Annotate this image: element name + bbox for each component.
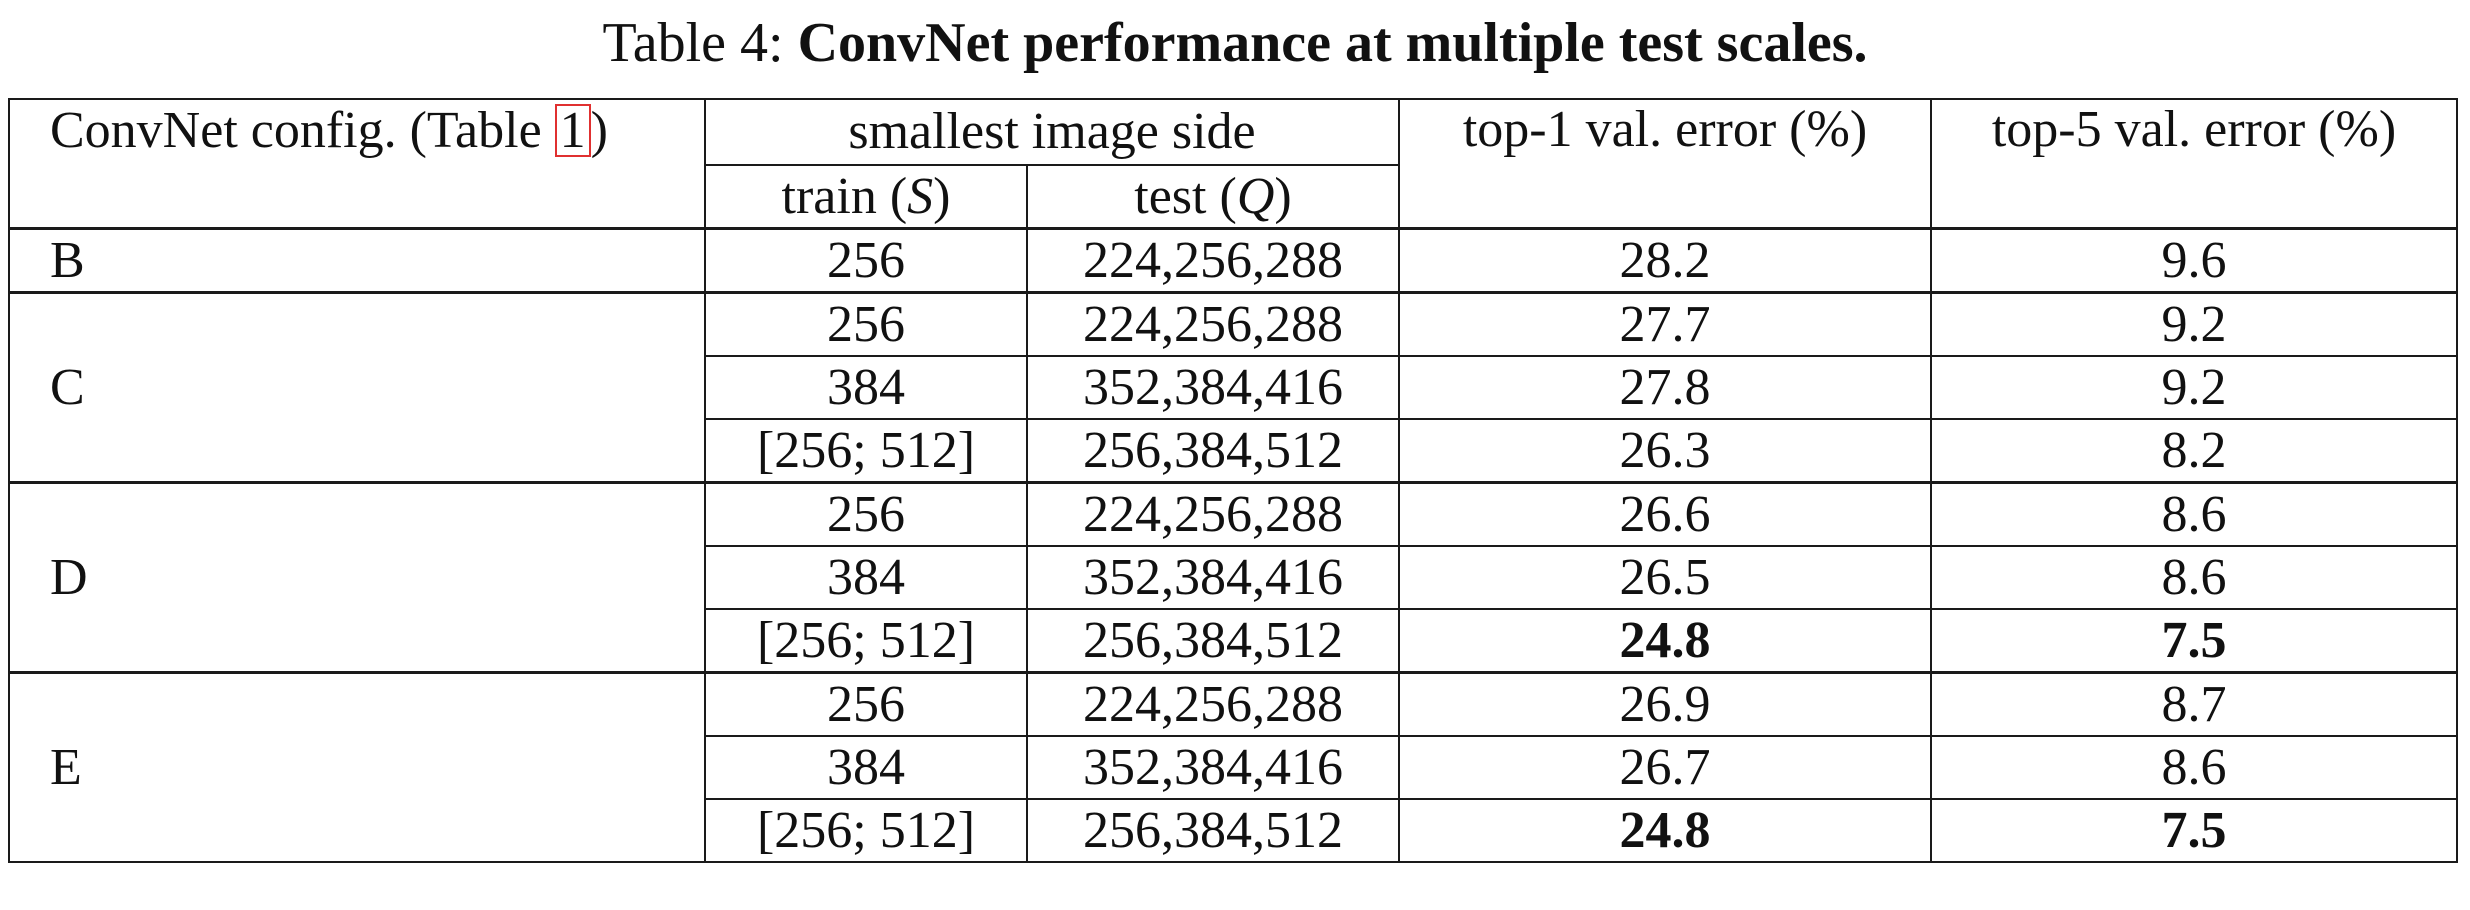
train-cell: 256	[705, 293, 1027, 357]
test-cell: 224,256,288	[1027, 673, 1399, 737]
top1-cell: 28.2	[1399, 229, 1931, 293]
train-cell: 384	[705, 736, 1027, 799]
header-config-suffix: )	[590, 102, 608, 159]
test-cell: 256,384,512	[1027, 609, 1399, 673]
top1-cell: 26.3	[1399, 419, 1931, 483]
results-table	[8, 98, 2458, 863]
train-cell: [256; 512]	[705, 609, 1027, 673]
caption-prefix: Table 4:	[602, 12, 798, 74]
test-cell: 352,384,416	[1027, 356, 1399, 419]
train-cell: [256; 512]	[705, 799, 1027, 862]
test-cell: 224,256,288	[1027, 483, 1399, 547]
table-row	[9, 483, 2457, 547]
top1-cell: 26.5	[1399, 546, 1931, 609]
config-cell: C	[9, 293, 705, 483]
table-row	[9, 229, 2457, 293]
top5-cell: 8.7	[1931, 673, 2457, 737]
top5-cell-best: 7.5	[1931, 799, 2457, 862]
header-train	[705, 165, 1027, 229]
top1-cell: 27.7	[1399, 293, 1931, 357]
header-test-var: Q	[1236, 167, 1275, 225]
train-cell: 384	[705, 546, 1027, 609]
top5-cell: 8.6	[1931, 483, 2457, 547]
header-test-suffix: )	[1274, 167, 1292, 225]
train-cell: 384	[705, 356, 1027, 419]
header-row-1	[9, 99, 2457, 165]
top1-cell-best: 24.8	[1399, 799, 1931, 862]
train-cell: 256	[705, 229, 1027, 293]
table-row	[9, 293, 2457, 357]
header-train-prefix: train (	[781, 167, 908, 225]
header-top5: top-5 val. error (%)	[1931, 99, 2457, 229]
top5-cell: 8.6	[1931, 736, 2457, 799]
top5-cell-best: 7.5	[1931, 609, 2457, 673]
header-config-prefix: ConvNet config. (Table	[50, 102, 555, 159]
header-test-prefix: test (	[1134, 167, 1237, 225]
header-test	[1027, 165, 1399, 229]
header-train-var: S	[907, 167, 934, 225]
test-cell: 224,256,288	[1027, 293, 1399, 357]
top5-cell: 9.2	[1931, 293, 2457, 357]
train-cell: 256	[705, 673, 1027, 737]
top5-cell: 9.2	[1931, 356, 2457, 419]
header-config	[9, 99, 705, 229]
config-cell: B	[9, 229, 705, 293]
caption-title: ConvNet performance at multiple test scales.	[797, 12, 1868, 74]
table-row	[9, 673, 2457, 737]
table-body	[9, 99, 2457, 862]
header-train-suffix: )	[933, 167, 951, 225]
top1-cell-best: 24.8	[1399, 609, 1931, 673]
top5-cell: 9.6	[1931, 229, 2457, 293]
table-caption	[0, 14, 2470, 73]
config-cell: E	[9, 673, 705, 863]
test-cell: 256,384,512	[1027, 799, 1399, 862]
test-cell: 224,256,288	[1027, 229, 1399, 293]
top1-cell: 27.8	[1399, 356, 1931, 419]
top5-cell: 8.6	[1931, 546, 2457, 609]
header-top1: top-1 val. error (%)	[1399, 99, 1931, 229]
train-cell: 256	[705, 483, 1027, 547]
top1-cell: 26.9	[1399, 673, 1931, 737]
test-cell: 256,384,512	[1027, 419, 1399, 483]
table-ref-link[interactable]: 1	[555, 104, 591, 157]
train-cell: [256; 512]	[705, 419, 1027, 483]
config-cell: D	[9, 483, 705, 673]
test-cell: 352,384,416	[1027, 546, 1399, 609]
top5-cell: 8.2	[1931, 419, 2457, 483]
top1-cell: 26.7	[1399, 736, 1931, 799]
header-smallest-side: smallest image side	[705, 99, 1399, 165]
test-cell: 352,384,416	[1027, 736, 1399, 799]
top1-cell: 26.6	[1399, 483, 1931, 547]
